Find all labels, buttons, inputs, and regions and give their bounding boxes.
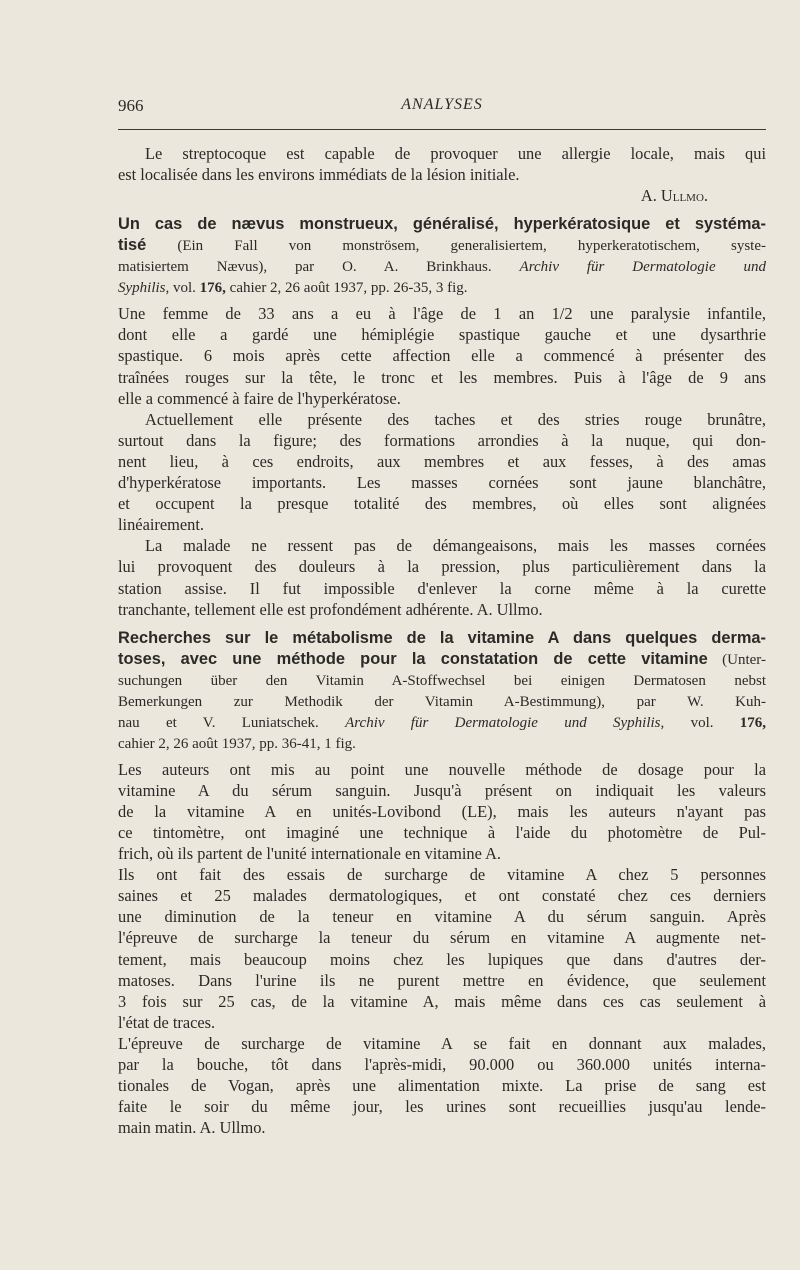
article-reference <box>118 235 766 299</box>
reference-text: (Unter- <box>722 651 766 668</box>
reference-text: suchungen über den Vitamin A-Stoffwechsel bei einigen Dermatosen nebst <box>118 672 766 689</box>
reference-text: vol. <box>690 714 714 731</box>
text-line: ce tintomètre, ont imaginé une technique à l'aide du photomètre de Pul- <box>118 822 766 842</box>
author-signature: A. Ullmo. <box>640 186 708 206</box>
running-title: ANALYSES <box>401 96 483 113</box>
body-paragraph <box>118 759 766 864</box>
text-line: d'hyperkératose importants. Les masses cornées sont jaune blanchâtre, <box>118 473 766 493</box>
body-paragraph <box>118 535 766 619</box>
heading-line: tisé <box>118 236 147 255</box>
article-heading <box>118 214 766 235</box>
text-line: station assise. Il fut impossible d'enlever la corne même à la curette <box>118 578 766 598</box>
journal-title: Archiv für Dermatologie und <box>519 259 766 276</box>
text-line: de la vitamine A en unités-Lovibond (LE), mais les auteurs n'ayant pas <box>118 801 766 821</box>
body-paragraph <box>118 864 766 1033</box>
text-line: vitamine A du sérum sanguin. Jusqu'à présent on indiquait les valeurs <box>118 780 766 800</box>
reference-text: nau et V. Luniatschek. <box>118 714 319 731</box>
text-line: tement, mais beaucoup moins chez les lupiques que dans d'autres der- <box>118 949 766 969</box>
text-line: une diminution de la teneur en vitamine A du sérum sanguin. Après <box>118 907 766 927</box>
reference-text: matisiertem Nævus), par O. A. Brinkhaus. <box>118 259 492 276</box>
text-line: Le streptocoque est capable de provoquer une allergie locale, mais qui <box>145 144 766 163</box>
journal-title: Syphilis, <box>118 280 170 297</box>
text-line: traînées rouges sur la tête, le tronc et les membres. Puis à l'âge de 9 ans <box>118 367 766 387</box>
text-line: et occupent la presque totalité des membres, où elles sont alignées <box>118 494 766 514</box>
text-line: est localisée dans les environs immédiats de la lésion initiale. <box>118 165 520 185</box>
reference-text: Bemerkungen zur Methodik der Vitamin A-Bestimmung), par W. Kuh- <box>118 693 766 710</box>
text-line: spastique. 6 mois après cette affection elle a commencé à présenter des <box>118 346 766 366</box>
page-body <box>118 143 766 1138</box>
reference-text: (Ein Fall von monströsem, generalisiertem, hyperkeratotischem, syste- <box>177 238 766 255</box>
journal-title: Archiv für Dermatologie und Syphilis, <box>345 714 665 731</box>
text-line: tranchante, tellement elle est profondément adhérente. A. Ullmo. <box>118 599 543 619</box>
text-line: nent lieu, à ces endroits, aux membres et aux fesses, à des amas <box>118 451 766 471</box>
text-line: par la bouche, tôt dans l'après-midi, 90.000 ou 360.000 unités interna- <box>118 1055 766 1074</box>
text-line: matoses. Dans l'urine ils ne purent mettre en évidence, que seulement <box>118 970 766 990</box>
text-line: Ils ont fait des essais de surcharge de vitamine A chez 5 personnes <box>118 865 766 885</box>
text-line: l'état de traces. <box>118 1012 216 1032</box>
body-paragraph <box>118 409 766 536</box>
text-line: Les auteurs ont mis au point une nouvelle méthode de dosage pour la <box>118 759 766 779</box>
intro-paragraph <box>118 143 766 206</box>
body-paragraph <box>118 303 766 408</box>
text-line: l'épreuve de surcharge la teneur du sérum en vitamine A augmente net- <box>118 928 766 948</box>
article-heading <box>118 628 766 649</box>
article-reference <box>118 649 766 755</box>
reference-text: vol. <box>173 280 196 297</box>
heading-line: Recherches sur le métabolisme de la vitamine A dans quelques derma- <box>118 628 766 647</box>
text-line: frich, où ils partent de l'unité internationale en vitamine A. <box>118 844 502 864</box>
text-line: main matin. A. Ullmo. <box>118 1118 266 1138</box>
text-line: L'épreuve de surcharge de vitamine A se fait en donnant aux malades, <box>118 1033 766 1053</box>
text-line: lui provoquent des douleurs à la pression, plus particulièrement dans la <box>118 557 766 577</box>
volume-number: 176, <box>199 280 226 297</box>
header-rule <box>118 129 766 130</box>
volume-number: 176, <box>739 714 767 731</box>
page-header <box>118 96 766 122</box>
reference-text: cahier 2, 26 août 1937, pp. 36-41, 1 fig. <box>118 735 356 752</box>
heading-line: Un cas de nævus monstrueux, généralisé, hyperkératosique et systéma- <box>118 215 766 234</box>
text-line: 3 fois sur 25 cas, de la vitamine A, mais même dans ces cas seulement à <box>118 991 766 1011</box>
reference-text: cahier 2, 26 août 1937, pp. 26-35, 3 fig. <box>229 280 468 297</box>
text-line: dont elle a gardé une hémiplégie spastique gauche et une dysarthrie <box>118 325 766 345</box>
text-line: surtout dans la figure; des formations arrondies à la nuque, qui don- <box>118 430 766 450</box>
text-line: Actuellement elle présente des taches et des stries rouge brunâtre, <box>145 409 766 429</box>
text-line: faite le soir du même jour, les urines sont recueillies jusqu'au lende- <box>118 1097 766 1117</box>
text-line: linéairement. <box>118 515 205 535</box>
text-line: Une femme de 33 ans a eu à l'âge de 1 an 1/2 une paralysie infantile, <box>118 304 766 324</box>
text-line: La malade ne ressent pas de démangeaisons, mais les masses cornées <box>145 536 766 556</box>
text-line: elle a commencé à faire de l'hyperkératose. <box>118 388 401 408</box>
heading-line: toses, avec une méthode pour la constatation de cette vitamine <box>118 649 708 668</box>
text-line: saines et 25 malades dermatologiques, et ont constaté chez ces derniers <box>118 886 766 906</box>
text-line: tionales de Vogan, après une alimentation mixte. La prise de sang est <box>118 1076 766 1096</box>
page-number: 966 <box>118 96 144 115</box>
body-paragraph <box>118 1033 766 1138</box>
